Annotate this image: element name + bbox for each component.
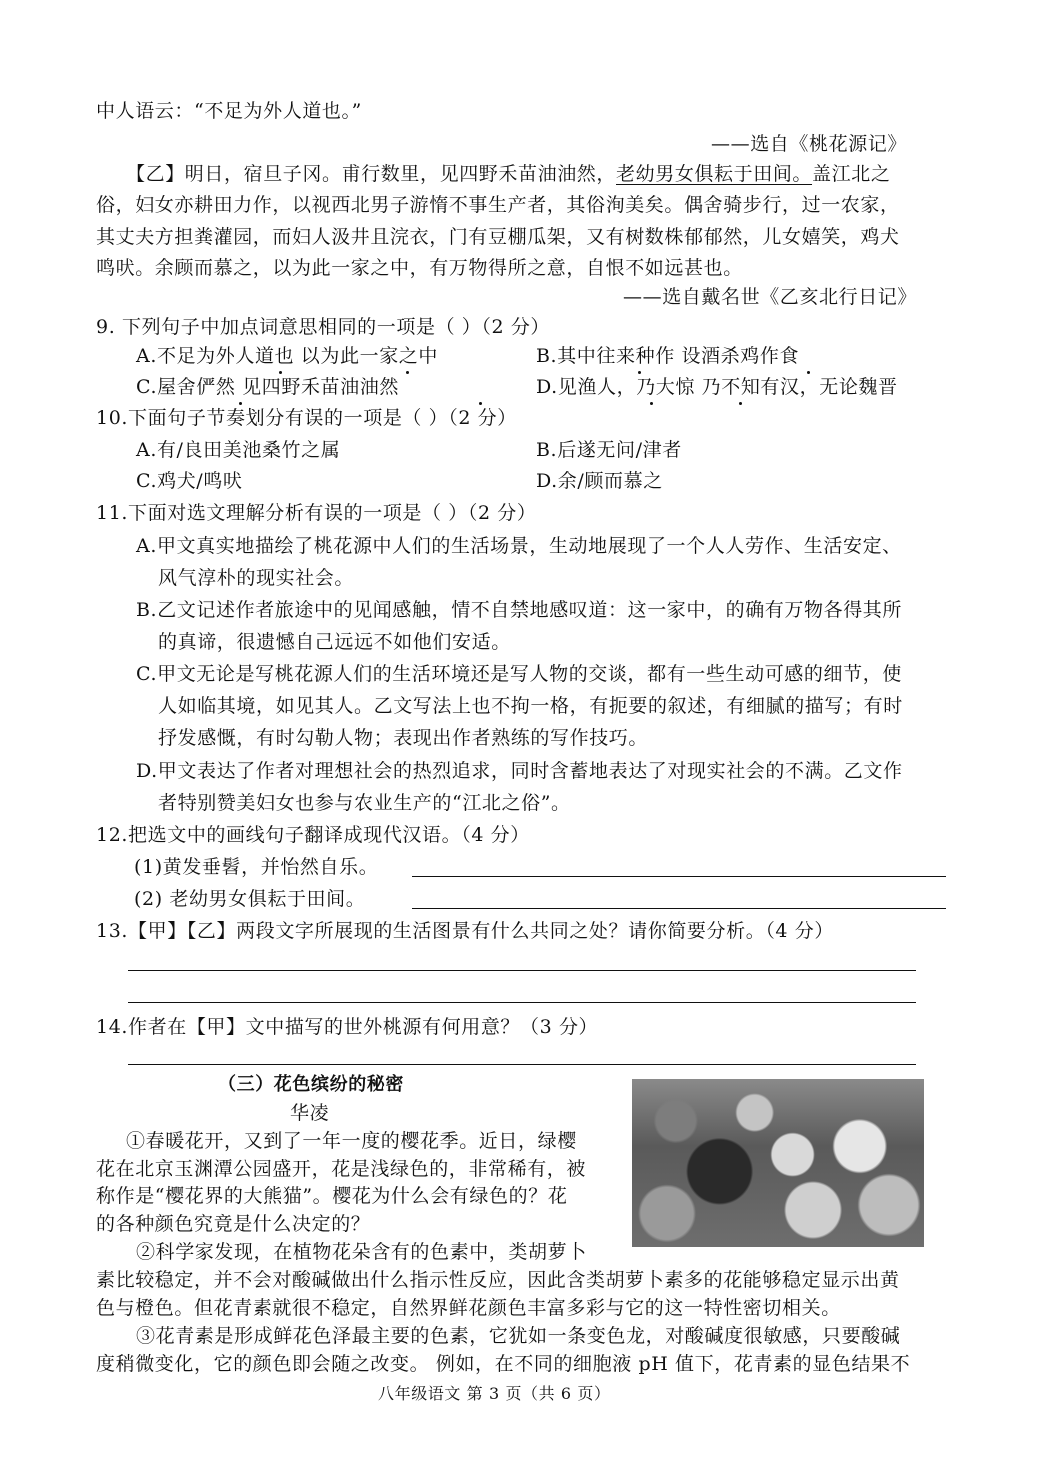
q9-option-c: C.屋舍俨然 见四野禾苗油油然 xyxy=(136,376,399,398)
flower-photo xyxy=(632,1079,924,1247)
passage-b-line-1: 【乙】明日，宿旦子冈。甫行数里，见四野禾苗油油然，老幼男女俱耘于田间。盖江北之 xyxy=(126,163,891,185)
q9-option-d: D.见渔人，乃大惊 乃不知有汉，无论魏晋 xyxy=(536,376,898,398)
section-line: 的各种颜色究竟是什么决定的？ xyxy=(96,1213,371,1235)
passage-a-source: ——选自《桃花源记》 xyxy=(711,133,908,155)
answer-line[interactable] xyxy=(128,1064,916,1065)
q12-stem: 12.把选文中的画线句子翻译成现代汉语。（4 分） xyxy=(96,824,530,846)
page-footer: 八年级语文 第 3 页（共 6 页） xyxy=(378,1384,611,1403)
q11-line: B.乙文记述作者旅途中的见闻感触，情不自禁地感叹道：这一家中，的确有万物各得其所 xyxy=(136,599,903,621)
underlined-sentence: 老幼男女俱耘于田间。 xyxy=(616,163,813,185)
q10-option-a: A.有/良田美池桑竹之属 xyxy=(136,439,341,461)
section-line: 花在北京玉渊潭公园盛开，花是浅绿色的，非常稀有，被 xyxy=(96,1158,587,1180)
q11-line: 风气淳朴的现实社会。 xyxy=(158,567,355,589)
emphasis-dot xyxy=(739,402,742,405)
passage-b-line-2: 俗，妇女亦耕田力作，以视西北男子游惰不事生产者，其俗洵美矣。偶舍骑步行，过一农家， xyxy=(96,194,900,216)
q9-option-b: B.其中往来种作 设酒杀鸡作食 xyxy=(536,345,800,367)
q9-option-a: A.不足为外人道也 以为此一家之中 xyxy=(136,345,439,367)
section-line: ③花青素是形成鲜花色泽最主要的色素，它犹如一条变色龙，对酸碱度很敏感，只要酸碱 xyxy=(136,1325,901,1347)
q12-sentence-1: (1)黄发垂髫，并怡然自乐。 xyxy=(134,856,379,878)
q11-line: 人如临其境，如见其人。乙文写法上也不拘一格，有扼要的叙述，有细腻的描写；有时 xyxy=(158,695,903,717)
section-line: ②科学家发现，在植物花朵含有的色素中，类胡萝卜 xyxy=(136,1241,587,1263)
passage-b-line-3: 其丈夫方担粪灌园，而妇人汲井且浣衣，门有豆棚瓜架，又有树数株郁郁然，儿女嬉笑，鸡犬 xyxy=(96,226,900,248)
q10-option-b: B.后遂无问/津者 xyxy=(536,439,682,461)
passage-b-line-4: 鸣吠。余顾而慕之，以为此一家之中，有万物得所之意，自恨不如远甚也。 xyxy=(96,257,743,279)
q10-option-c: C.鸡犬/鸣吠 xyxy=(136,470,243,492)
q11-line: C.甲文无论是写桃花源人们的生活环境还是写人物的交谈，都有一些生动可感的细节，使 xyxy=(136,663,902,685)
emphasis-dot xyxy=(638,371,641,374)
emphasis-dot xyxy=(650,402,653,405)
q11-line: 抒发感慨，有时勾勒人物；表现出作者熟练的写作技巧。 xyxy=(158,727,649,749)
section-line: 色与橙色。但花青素就很不稳定，自然界鲜花颜色丰富多彩与它的这一特性密切相关。 xyxy=(96,1297,841,1319)
answer-line[interactable] xyxy=(412,876,946,877)
q11-line: D.甲文表达了作者对理想社会的热烈追求，同时含蓄地表达了对现实社会的不满。乙文作 xyxy=(136,760,903,782)
section-title: （三）花色缤纷的秘密 xyxy=(218,1074,404,1095)
section-line: 称作是“樱花界的大熊猫”。樱花为什么会有绿色的？花 xyxy=(96,1185,568,1207)
q11-line: 的真谛，很遗憾自己远远不如他们安适。 xyxy=(158,631,511,653)
q11-line: A.甲文真实地描绘了桃花源中人们的生活场景，生动地展现了一个人人劳作、生活安定、 xyxy=(136,535,902,557)
section-author: 华凌 xyxy=(290,1102,330,1124)
passage-a-last-line: 中人语云：“不足为外人道也。” xyxy=(96,100,362,122)
q12-sentence-2: (2) 老幼男女俱耘于田间。 xyxy=(134,888,366,910)
q10-option-d: D.余/顾而慕之 xyxy=(536,470,663,492)
emphasis-dot xyxy=(279,371,282,374)
section-line: 素比较稳定，并不会对酸碱做出什么指示性反应，因此含类胡萝卜素多的花能够稳定显示出黄 xyxy=(96,1269,900,1291)
answer-line[interactable] xyxy=(412,908,946,909)
section-line: ①春暖花开，又到了一年一度的樱花季。近日，绿樱 xyxy=(126,1130,577,1152)
section-line: 度稍微变化，它的颜色即会随之改变。 例如，在不同的细胞液 pH 值下，花青素的显色结果不 xyxy=(96,1353,911,1375)
emphasis-dot xyxy=(406,371,409,374)
emphasis-dot xyxy=(807,371,810,374)
q13-stem: 13.【甲】【乙】两段文字所展现的生活图景有什么共同之处？请你简要分析。（4 分） xyxy=(96,920,834,942)
q14-stem: 14.作者在【甲】文中描写的世外桃源有何用意？（3 分） xyxy=(96,1016,599,1038)
q10-stem: 10.下面句子节奏划分有误的一项是（ ）（2 分） xyxy=(96,407,517,429)
q11-line: 者特别赞美妇女也参与农业生产的“江北之俗”。 xyxy=(158,792,571,814)
q11-stem: 11.下面对选文理解分析有误的一项是（ ）（2 分） xyxy=(96,502,537,524)
q9-stem: 9. 下列句子中加点词意思相同的一项是（ ）（2 分） xyxy=(96,316,551,338)
answer-line[interactable] xyxy=(128,970,916,971)
answer-line[interactable] xyxy=(128,1002,916,1003)
passage-b-source: ——选自戴名世《乙亥北行日记》 xyxy=(623,286,918,308)
